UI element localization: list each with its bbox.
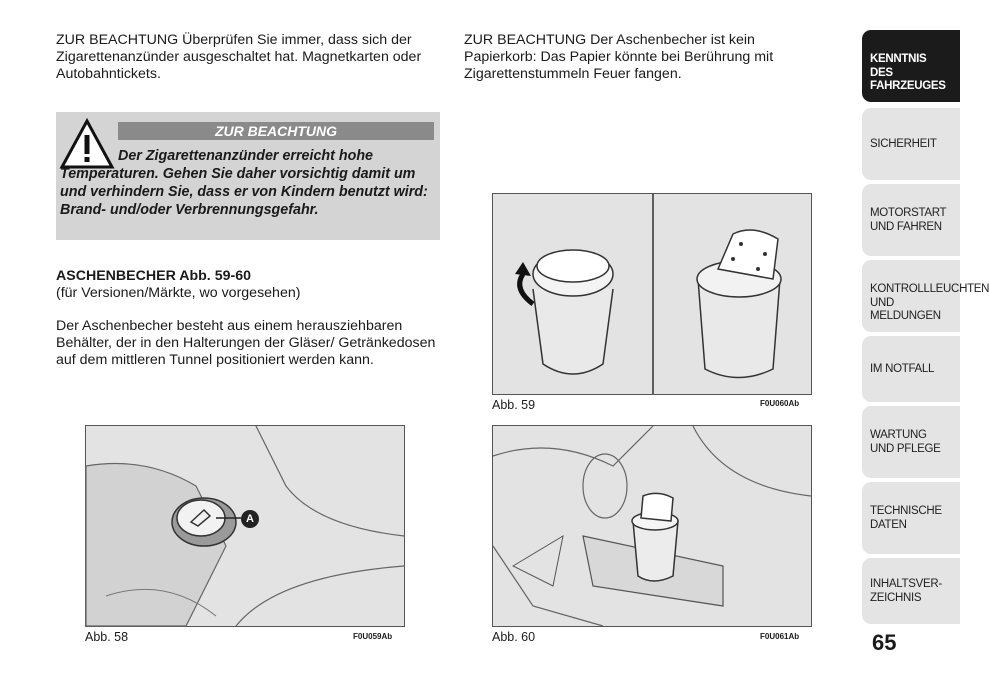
tab-kontrollleuchten[interactable]	[862, 260, 989, 332]
warning-box	[56, 112, 440, 240]
tab-im-notfall[interactable]	[862, 336, 960, 402]
tab-label: UND MELDUNGEN	[870, 297, 941, 322]
tab-label: IM NOTFALL	[870, 363, 935, 375]
intro-note-right: ZUR BEACHTUNG Der Aschenbecher ist kein Papierkorb: Das Papier könnte bei Berührung mit Zigarettenstummeln Feuer fangen.	[464, 32, 774, 82]
figure-60-caption: Abb. 60	[492, 630, 536, 644]
section-title: ASCHENBECHER Abb. 59-60	[56, 268, 251, 284]
tab-label: WARTUNG	[870, 429, 927, 441]
section-subtitle: (für Versionen/Märkte, wo vorgesehen)	[56, 285, 301, 301]
intro-note-left: ZUR BEACHTUNG Überprüfen Sie immer, dass sich der Zigarettenanzünder ausgeschaltet hat. Magnetkarten oder Autobahntickets.	[56, 32, 422, 82]
tab-label: KENNTNIS	[870, 53, 927, 65]
figure-58-caption: Abb. 58	[85, 630, 129, 644]
tab-label: DES FAHRZEUGES	[870, 67, 946, 92]
tab-label: SICHERHEIT	[870, 138, 937, 150]
tab-label: ZEICHNIS	[870, 592, 922, 604]
page-number: 65	[872, 630, 897, 655]
tab-wartung[interactable]	[862, 406, 960, 478]
marker-a: A	[241, 510, 259, 528]
tab-label: UND FAHREN	[870, 221, 942, 233]
ashtray-illustration	[493, 194, 811, 394]
warning-text: Der Zigarettenanzünder erreicht hohe Temperaturen. Gehen Sie daher vorsichtig damit um und verhindern Sie, dass er von Kindern benutzt wird: Brand- und/oder Verbrennungsgefahr.	[60, 148, 428, 218]
figure-58	[85, 425, 405, 627]
warning-title: ZUR BEACHTUNG	[118, 122, 434, 140]
tab-label: DATEN	[870, 519, 907, 531]
figure-59-code: F0U060Ab	[760, 399, 800, 408]
tab-technische-daten[interactable]	[862, 482, 960, 554]
tab-label: TECHNISCHE	[870, 505, 942, 517]
tab-inhaltsverzeichnis[interactable]	[862, 558, 960, 624]
figure-59	[492, 193, 812, 395]
figure-60	[492, 425, 812, 627]
body-text: Der Aschenbecher besteht aus einem herausziehbaren Behälter, der in den Halterungen der Gläser/ Getränkedosen auf dem mittleren Tunnel positioniert werden kann.	[56, 318, 436, 368]
figure-59-caption: Abb. 59	[492, 398, 536, 412]
tab-label: UND PFLEGE	[870, 443, 941, 455]
tab-label: KONTROLLLEUCHTEN	[870, 283, 989, 295]
figure-60-code: F0U061Ab	[760, 632, 800, 641]
tab-sicherheit[interactable]	[862, 108, 960, 180]
tab-motorstart[interactable]	[862, 184, 960, 256]
tab-label: MOTORSTART	[870, 207, 947, 219]
ashtray-in-console-illustration	[493, 426, 811, 626]
tab-kenntnis[interactable]	[862, 30, 960, 102]
tab-label: INHALTSVER-	[870, 578, 942, 590]
figure-58-code: F0U059Ab	[353, 632, 393, 641]
